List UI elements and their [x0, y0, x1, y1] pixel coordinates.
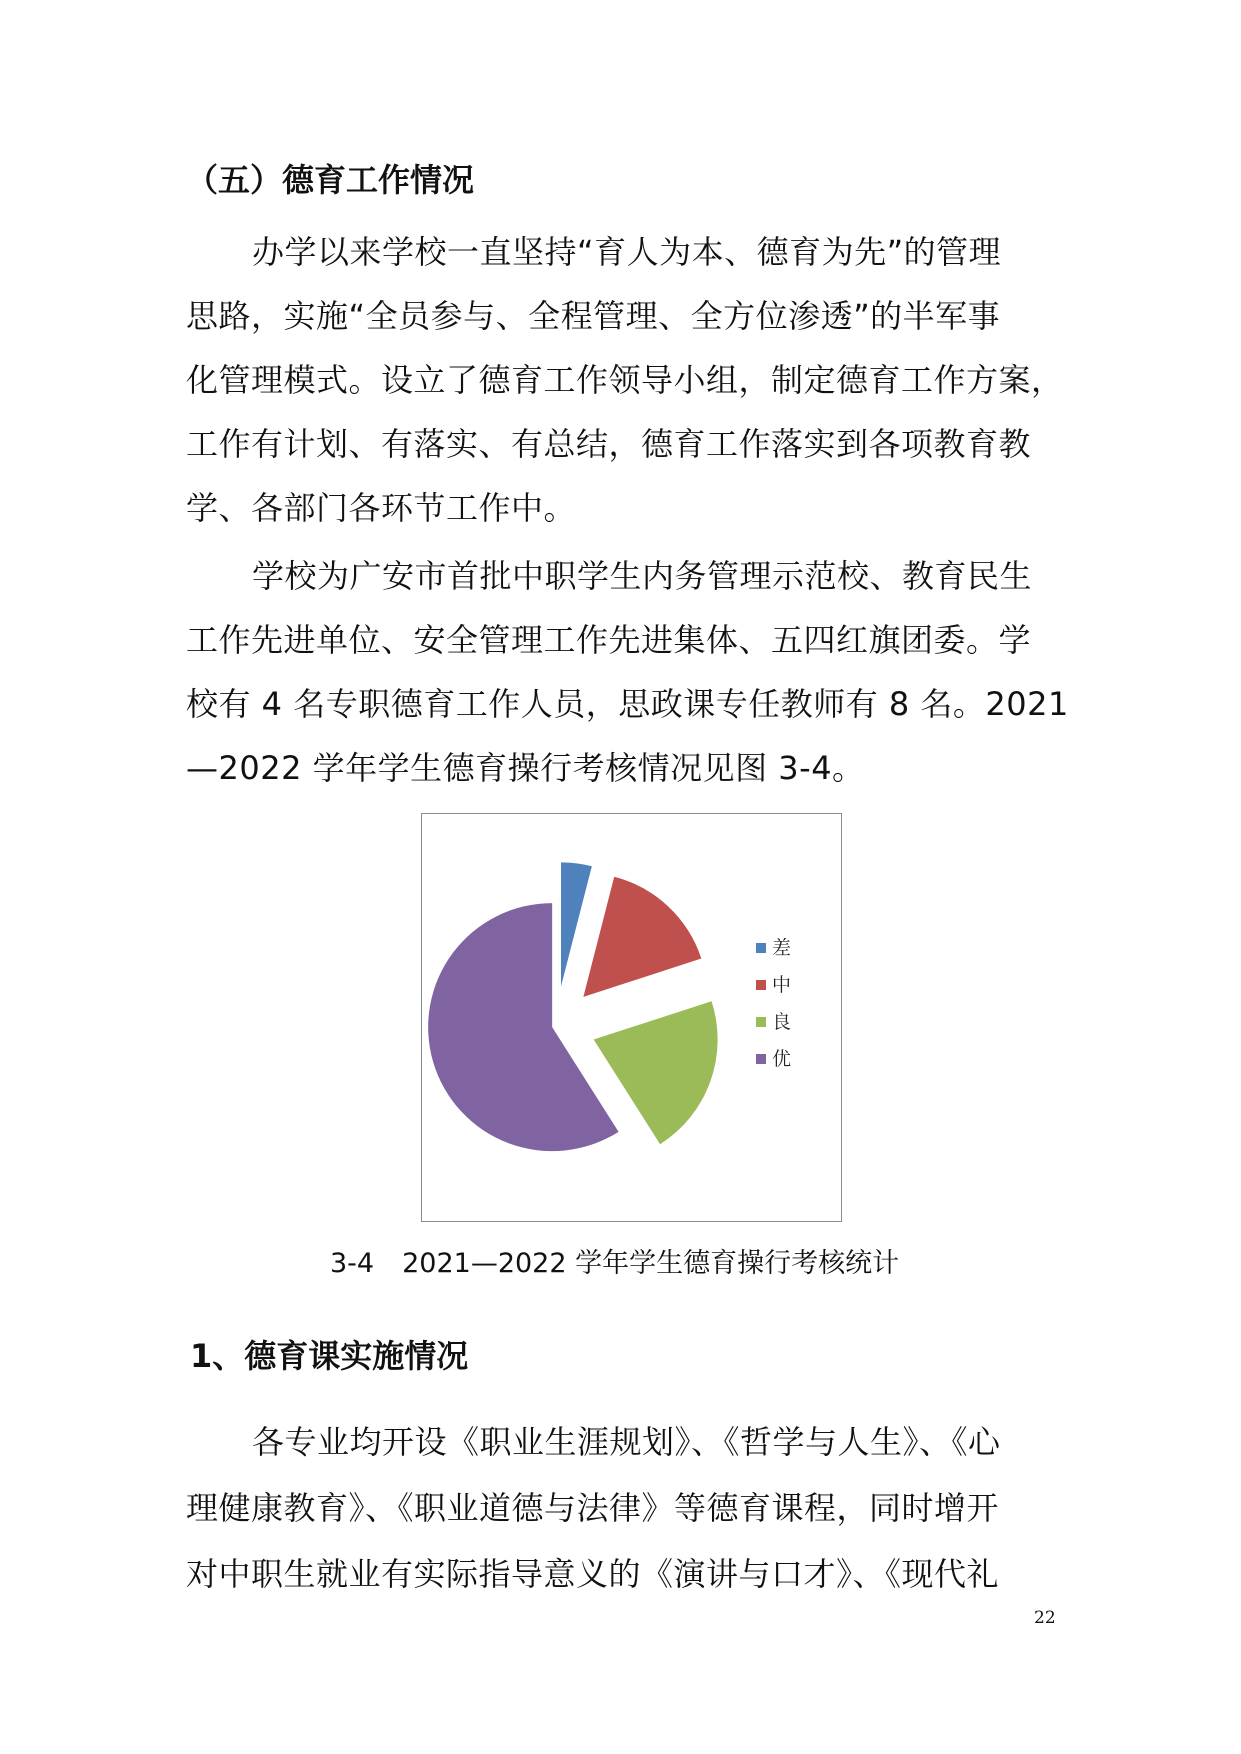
paragraph-line: —2022 学年学生德育操行考核情况见图 3-4。 — [186, 749, 865, 787]
figure-number: 3-4 — [330, 1248, 375, 1279]
chart-frame — [421, 813, 842, 1222]
section-heading: （五）德育工作情况 — [186, 161, 475, 199]
pie-slice-1 — [561, 862, 592, 986]
pie-slice-2 — [583, 877, 701, 997]
pie-slices — [428, 862, 717, 1151]
paragraph-line: 工作先进单位、安全管理工作先进集体、五四红旗团委。学 — [186, 621, 1032, 659]
figure-caption-text: 2021—2022 学年学生德育操行考核统计 — [402, 1248, 900, 1279]
paragraph-line: 工作有计划、有落实、有总结，德育工作落实到各项教育教 — [186, 425, 1032, 463]
paragraph-line: 理健康教育》、《职业道德与法律》等德育课程，同时增开 — [186, 1489, 1000, 1527]
paragraph-line: 学校为广安市首批中职学生内务管理示范校、教育民生 — [252, 557, 1033, 595]
paragraph-line: 学、各部门各环节工作中。 — [186, 489, 577, 527]
paragraph-line: 办学以来学校一直坚持“育人为本、德育为先”的管理 — [252, 233, 1002, 271]
legend-swatch — [756, 943, 766, 953]
paragraph-line: 化管理模式。设立了德育工作领导小组，制定德育工作方案， — [186, 361, 1064, 399]
legend-label: 优 — [772, 1048, 792, 1070]
legend-swatch — [756, 1017, 766, 1027]
paragraph-line: 对中职生就业有实际指导意义的《演讲与口才》、《现代礼 — [186, 1555, 1000, 1593]
paragraph-line: 各专业均开设《职业生涯规划》、《哲学与人生》、《心 — [252, 1423, 1001, 1461]
legend-swatch — [756, 1054, 766, 1064]
pie-slice-4 — [428, 903, 618, 1151]
page-number: 22 — [1034, 1608, 1056, 1628]
paragraph-line: 校有 4 名专职德育工作人员，思政课专任教师有 8 名。2021 — [186, 685, 1069, 723]
pie-chart — [422, 814, 840, 1220]
legend-swatch — [756, 980, 766, 990]
paragraph-line: 思路，实施“全员参与、全程管理、全方位渗透”的半军事 — [186, 297, 1001, 335]
legend-label: 良 — [772, 1011, 792, 1033]
legend-label: 中 — [772, 974, 792, 996]
legend-label: 差 — [772, 937, 792, 959]
subheading: 1、德育课实施情况 — [190, 1337, 469, 1375]
pie-legend — [756, 937, 791, 1070]
figure-caption — [330, 1246, 899, 1282]
